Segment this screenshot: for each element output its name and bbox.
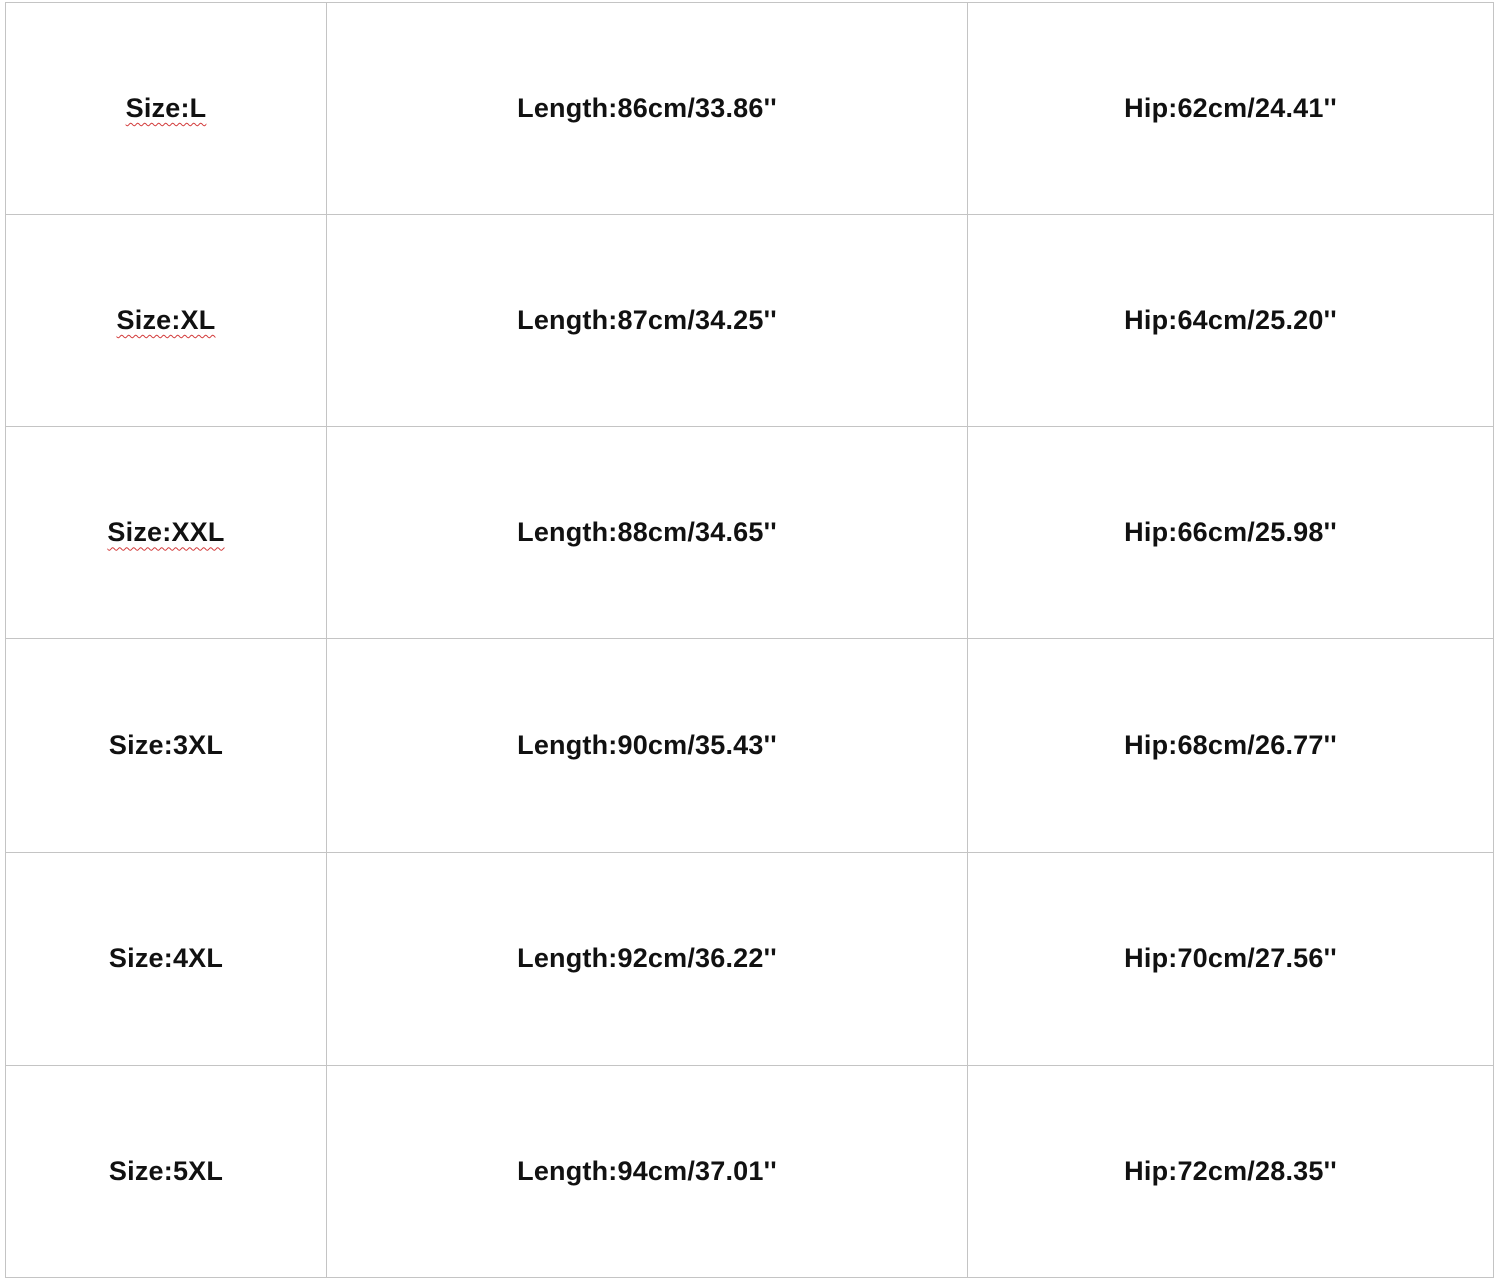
hip-value: Hip:68cm/26.77'' [1124,730,1337,761]
size-cell [6,427,327,639]
table-row [6,3,1494,215]
length-value: Length:94cm/37.01'' [517,1155,777,1186]
hip-cell [968,3,1494,215]
table-row [6,1065,1494,1277]
length-value: Length:92cm/36.22'' [517,943,777,974]
length-value: Length:87cm/34.25'' [517,305,777,336]
hip-value: Hip:72cm/28.35'' [1124,1155,1337,1186]
length-cell [327,852,968,1065]
size-cell [6,215,327,427]
size-label: Size:XXL [107,517,225,548]
length-cell [327,215,968,427]
hip-value: Hip:64cm/25.20'' [1124,305,1337,336]
hip-cell [968,215,1494,427]
hip-value: Hip:66cm/25.98'' [1124,517,1337,548]
length-value: Length:90cm/35.43'' [517,730,777,761]
length-cell [327,3,968,215]
hip-value: Hip:62cm/24.41'' [1124,93,1337,124]
size-label: Size:XL [116,305,216,336]
table-row [6,852,1494,1065]
length-cell [327,427,968,639]
length-value: Length:86cm/33.86'' [517,93,777,124]
hip-cell [968,852,1494,1065]
size-label: Size:4XL [108,943,224,974]
size-cell [6,3,327,215]
length-cell [327,639,968,852]
table-row [6,427,1494,639]
size-cell [6,639,327,852]
table-row [6,639,1494,852]
size-label: Size:5XL [108,1155,224,1186]
size-cell [6,852,327,1065]
table-row [6,215,1494,427]
length-cell [327,1065,968,1277]
size-label: Size:3XL [108,730,224,761]
size-cell [6,1065,327,1277]
hip-value: Hip:70cm/27.56'' [1124,943,1337,974]
length-value: Length:88cm/34.65'' [517,517,777,548]
size-chart-table [5,2,1494,1278]
hip-cell [968,427,1494,639]
hip-cell [968,639,1494,852]
hip-cell [968,1065,1494,1277]
size-label: Size:L [125,93,207,124]
